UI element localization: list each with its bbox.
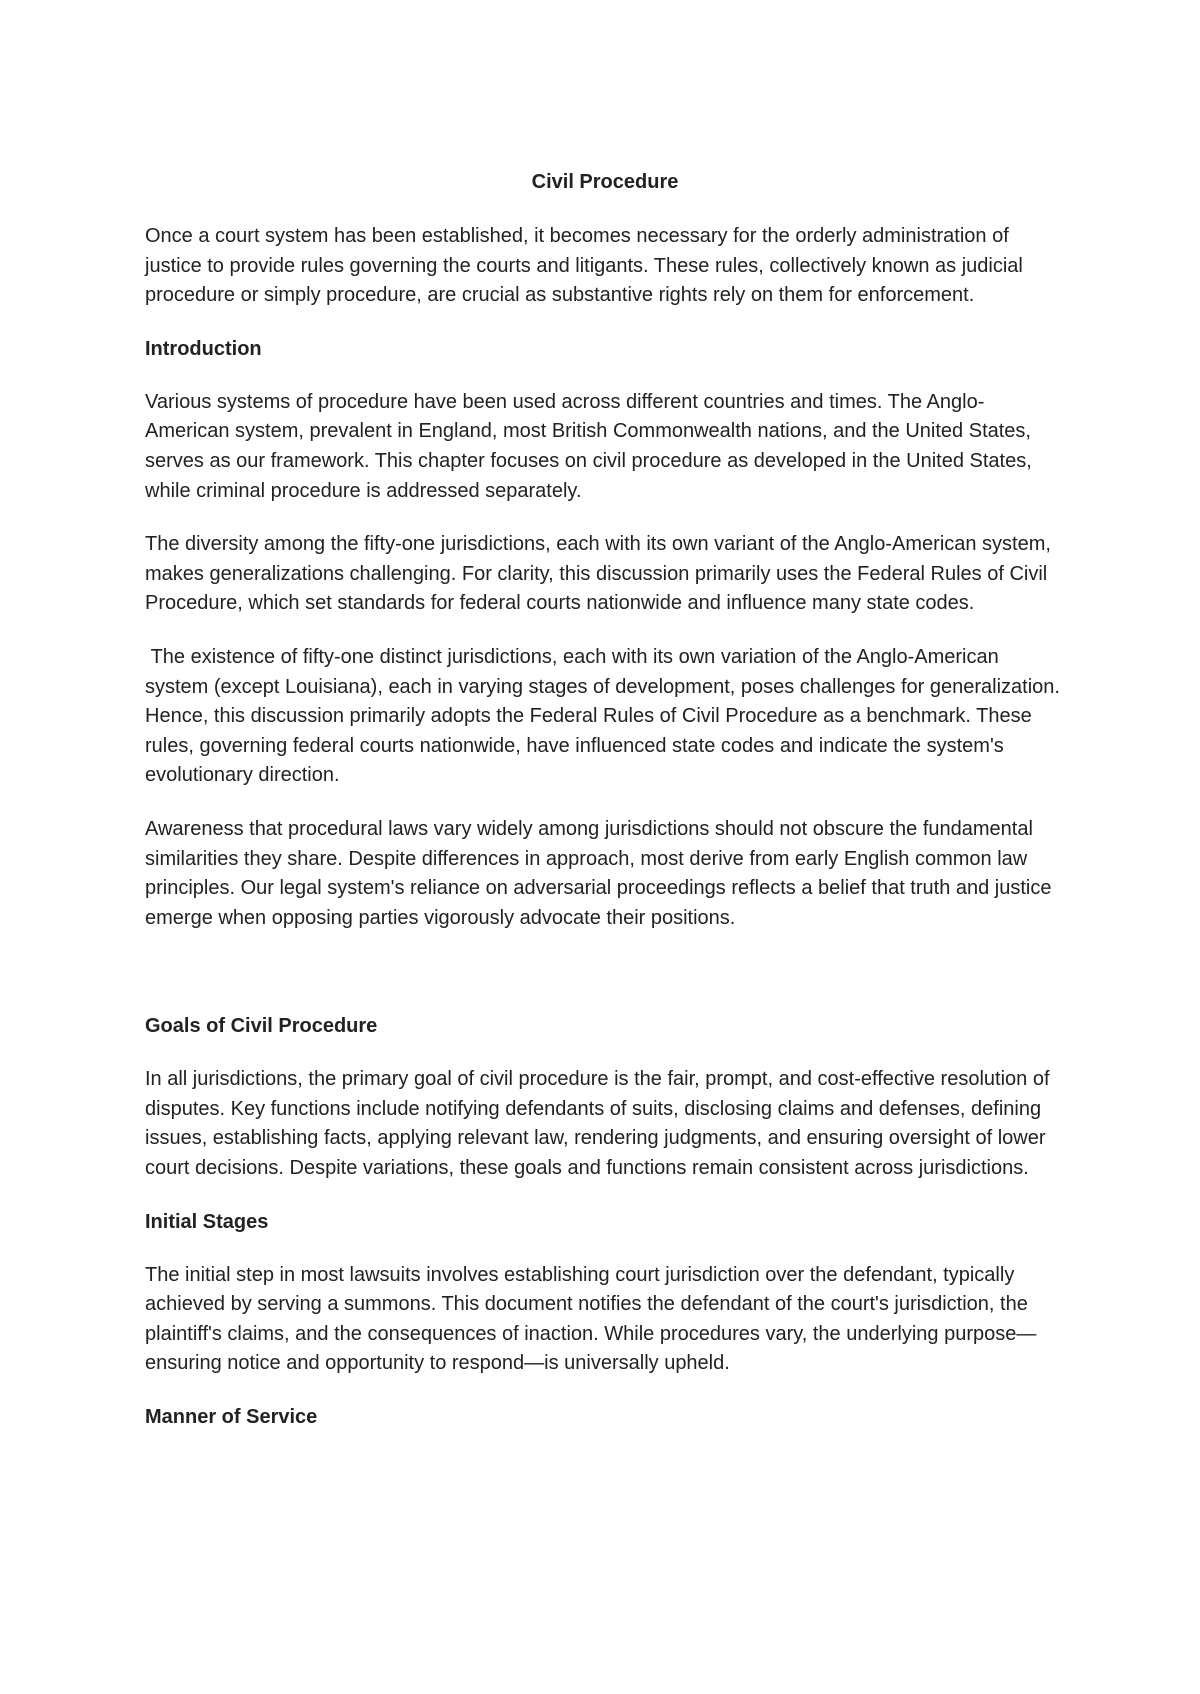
section-heading-manner-of-service: Manner of Service [145,1406,318,1429]
document-title: Civil Procedure [531,171,679,193]
blank-space [145,957,1065,1012]
document-body [145,168,1065,1456]
section-heading-goals: Goals of Civil Procedure [145,1015,378,1038]
initial-stages-paragraph: The initial step in most lawsuits involves establishing court jurisdiction over the defendant, typically achieved by serving a summons. This document notifies the defendant of the court's jurisdiction, the plaintiff's claims, and the consequences of inaction. While procedures vary, the underlying purpose—ensuring notice and opportunity to respond—is universally upheld. [145,1263,1037,1375]
introduction-paragraph: Various systems of procedure have been used across different countries and times. The Anglo-American system, prevalent in England, most British Commonwealth nations, and the United States, serves as our framework. This chapter focuses on civil procedure as developed in the United States, while criminal procedure is addressed separately. [145,390,1032,502]
introduction-paragraph: The existence of fifty-one distinct jurisdictions, each with its own variation of the Anglo-American system (except Louisiana), each in varying stages of development, poses challenges for generalization. Hence, this discussion primarily adopts the Federal Rules of Civil Procedure as a benchmark. These rules, governing federal courts nationwide, have influenced state codes and indicate the system's evolutionary direction. [145,645,1066,787]
intro-paragraph: Once a court system has been established, it becomes necessary for the orderly administration of justice to provide rules governing the courts and litigants. These rules, collectively known as judicial procedure or simply procedure, are crucial as substantive rights rely on them for enforcement. [145,225,1023,307]
section-heading-initial-stages: Initial Stages [145,1210,269,1233]
section-heading-introduction: Introduction [145,337,262,360]
introduction-paragraph: The diversity among the fifty-one jurisdictions, each with its own variant of the Anglo-American system, makes generalizations challenging. For clarity, this discussion primarily uses the Federal Rules of Civil Procedure, which set standards for federal courts nationwide and influence many state codes. [145,533,1051,615]
introduction-paragraph: Awareness that procedural laws vary widely among jurisdictions should not obscure the fundamental similarities they share. Despite differences in approach, most derive from early English common law principles. Our legal system's reliance on adversarial proceedings reflects a belief that truth and justice emerge when opposing parties vigorously advocate their positions. [145,817,1052,929]
goals-paragraph: In all jurisdictions, the primary goal of civil procedure is the fair, prompt, and cost-effective resolution of disputes. Key functions include notifying defendants of suits, disclosing claims and defenses, defining issues, establishing facts, applying relevant law, rendering judgments, and ensuring oversight of lower court decisions. Despite variations, these goals and functions remain consistent across jurisdictions. [145,1068,1050,1180]
